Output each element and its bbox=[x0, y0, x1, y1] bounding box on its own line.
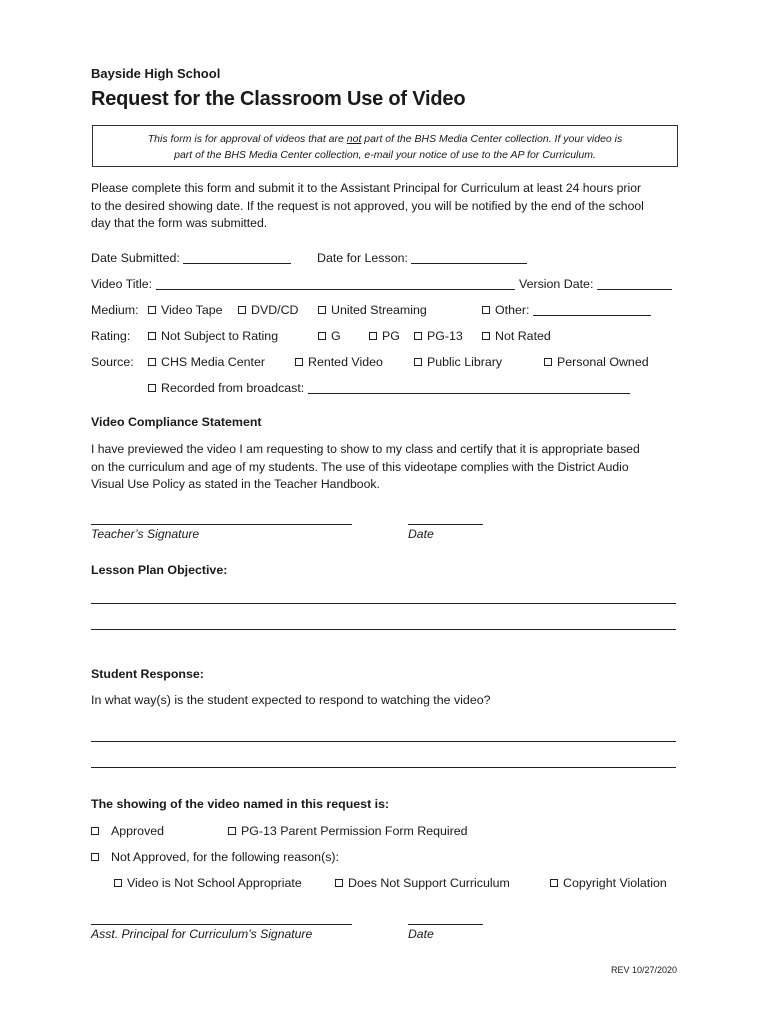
student-response-line[interactable] bbox=[91, 767, 676, 768]
option-label: Public Library bbox=[427, 355, 503, 369]
ap-signature-label: Asst. Principal for Curriculum’s Signature bbox=[91, 927, 313, 941]
student-response-heading: Student Response: bbox=[91, 667, 204, 681]
option-label: Recorded from broadcast: bbox=[161, 381, 305, 395]
ap-date-label: Date bbox=[408, 927, 434, 941]
checkbox-icon[interactable] bbox=[148, 306, 156, 314]
medium-option-dvd-cd[interactable] bbox=[238, 303, 299, 317]
compliance-line: Visual Use Policy as stated in the Teacher Handbook. bbox=[91, 477, 380, 491]
option-label: Not Approved, for the following reason(s): bbox=[111, 850, 339, 864]
checkbox-icon[interactable] bbox=[482, 306, 490, 314]
video-title-field[interactable] bbox=[91, 277, 515, 291]
checkbox-icon[interactable] bbox=[369, 332, 377, 340]
note-line-2: part of the BHS Media Center collection, e-mail your notice of use to the AP for Curriculum. bbox=[174, 149, 596, 161]
checkbox-icon[interactable] bbox=[295, 358, 303, 366]
option-label: United Streaming bbox=[331, 303, 427, 317]
checkbox-icon[interactable] bbox=[318, 306, 326, 314]
checkbox-icon[interactable] bbox=[335, 879, 343, 887]
checkbox-icon[interactable] bbox=[91, 827, 99, 835]
version-date-field[interactable] bbox=[519, 277, 672, 291]
note-line-1 bbox=[93, 133, 677, 145]
compliance-heading: Video Compliance Statement bbox=[91, 415, 262, 429]
medium-label: Medium: bbox=[91, 303, 139, 317]
lesson-objective-line[interactable] bbox=[91, 629, 676, 630]
compliance-paragraph bbox=[91, 441, 691, 494]
rating-label: Rating: bbox=[91, 329, 131, 343]
option-label: PG-13 Parent Permission Form Required bbox=[241, 824, 468, 838]
page-title: Request for the Classroom Use of Video bbox=[91, 88, 466, 110]
checkbox-icon[interactable] bbox=[414, 358, 422, 366]
reason-not-school-appropriate[interactable] bbox=[114, 876, 302, 890]
intro-line: day that the form was submitted. bbox=[91, 216, 268, 230]
student-response-line[interactable] bbox=[91, 741, 676, 742]
checkbox-icon[interactable] bbox=[318, 332, 326, 340]
option-label: Personal Owned bbox=[557, 355, 649, 369]
checkbox-icon[interactable] bbox=[544, 358, 552, 366]
option-label: Not Rated bbox=[495, 329, 551, 343]
teacher-date-label: Date bbox=[408, 527, 434, 541]
option-label: PG bbox=[382, 329, 400, 343]
option-label: Not Subject to Rating bbox=[161, 329, 279, 343]
date-lesson-field[interactable] bbox=[317, 251, 527, 265]
option-label: Approved bbox=[111, 824, 165, 838]
intro-line: to the desired showing date. If the request is not approved, you will be notified by the end of the school bbox=[91, 198, 644, 213]
lesson-objective-line[interactable] bbox=[91, 603, 676, 604]
option-label: PG-13 bbox=[427, 329, 463, 343]
medium-option-video-tape[interactable] bbox=[148, 303, 223, 317]
ap-date-line[interactable] bbox=[408, 924, 483, 925]
note-text: part of the BHS Media Center collection. If your video is bbox=[361, 133, 623, 145]
date-submitted-input[interactable] bbox=[183, 252, 291, 264]
decision-heading: The showing of the video named in this request is: bbox=[91, 797, 390, 811]
rating-option-not-subject[interactable] bbox=[148, 329, 278, 343]
reason-not-support-curriculum[interactable] bbox=[335, 876, 510, 890]
version-date-input[interactable] bbox=[597, 278, 672, 290]
video-title-label: Video Title: bbox=[91, 277, 153, 291]
note-emphasis: not bbox=[346, 133, 362, 145]
checkbox-icon[interactable] bbox=[414, 332, 422, 340]
recorded-broadcast-input[interactable] bbox=[308, 382, 630, 394]
decision-pg13-form[interactable] bbox=[228, 824, 468, 838]
checkbox-icon[interactable] bbox=[91, 853, 99, 861]
decision-approved[interactable] bbox=[91, 824, 164, 838]
compliance-line: on the curriculum and age of my students. The use of this videotape complies with the District Audio bbox=[91, 459, 629, 474]
student-response-question: In what way(s) is the student expected to respond to watching the video? bbox=[91, 693, 491, 707]
option-label: G bbox=[331, 329, 341, 343]
ap-signature-line[interactable] bbox=[91, 924, 352, 925]
source-label: Source: bbox=[91, 355, 134, 369]
date-lesson-input[interactable] bbox=[411, 252, 527, 264]
teacher-signature-label: Teacher’s Signature bbox=[91, 527, 200, 541]
option-label: Video is Not School Appropriate bbox=[127, 876, 302, 890]
intro-paragraph bbox=[91, 180, 691, 233]
teacher-date-line[interactable] bbox=[408, 524, 483, 525]
teacher-signature-line[interactable] bbox=[91, 524, 352, 525]
checkbox-icon[interactable] bbox=[148, 358, 156, 366]
checkbox-icon[interactable] bbox=[482, 332, 490, 340]
checkbox-icon[interactable] bbox=[550, 879, 558, 887]
medium-option-other[interactable] bbox=[482, 303, 651, 317]
source-option-personal-owned[interactable] bbox=[544, 355, 649, 369]
reason-copyright-violation[interactable] bbox=[550, 876, 667, 890]
option-label: Does Not Support Curriculum bbox=[348, 876, 510, 890]
checkbox-icon[interactable] bbox=[228, 827, 236, 835]
date-lesson-label: Date for Lesson: bbox=[317, 251, 408, 265]
decision-not-approved[interactable] bbox=[91, 850, 339, 864]
rating-option-pg[interactable] bbox=[369, 329, 400, 343]
date-submitted-field[interactable] bbox=[91, 251, 291, 265]
compliance-line: I have previewed the video I am requesting to show to my class and certify that it is appropriate based bbox=[91, 442, 640, 456]
source-option-chs-media-center[interactable] bbox=[148, 355, 265, 369]
rating-option-g[interactable] bbox=[318, 329, 341, 343]
intro-line: Please complete this form and submit it to the Assistant Principal for Curriculum at least 24 hours prior bbox=[91, 181, 642, 195]
source-option-rented-video[interactable] bbox=[295, 355, 383, 369]
option-label: DVD/CD bbox=[251, 303, 299, 317]
option-label: Copyright Violation bbox=[563, 876, 667, 890]
checkbox-icon[interactable] bbox=[238, 306, 246, 314]
note-text: This form is for approval of videos that are bbox=[147, 133, 347, 145]
checkbox-icon[interactable] bbox=[114, 879, 122, 887]
version-date-label: Version Date: bbox=[519, 277, 594, 291]
date-submitted-label: Date Submitted: bbox=[91, 251, 180, 265]
note-box bbox=[92, 125, 678, 167]
checkbox-icon[interactable] bbox=[148, 332, 156, 340]
option-label: Rented Video bbox=[308, 355, 383, 369]
option-label: CHS Media Center bbox=[161, 355, 265, 369]
medium-other-input[interactable] bbox=[533, 304, 651, 316]
source-option-recorded-broadcast[interactable] bbox=[148, 381, 630, 395]
revision-date: REV 10/27/2020 bbox=[611, 965, 678, 975]
source-option-public-library[interactable] bbox=[414, 355, 502, 369]
school-name: Bayside High School bbox=[91, 66, 221, 81]
option-label: Video Tape bbox=[161, 303, 223, 317]
medium-option-united-streaming[interactable] bbox=[318, 303, 427, 317]
rating-option-not-rated[interactable] bbox=[482, 329, 551, 343]
video-title-input[interactable] bbox=[156, 278, 515, 290]
lesson-objective-heading: Lesson Plan Objective: bbox=[91, 563, 228, 577]
checkbox-icon[interactable] bbox=[148, 384, 156, 392]
rating-option-pg13[interactable] bbox=[414, 329, 463, 343]
option-label: Other: bbox=[495, 303, 530, 317]
